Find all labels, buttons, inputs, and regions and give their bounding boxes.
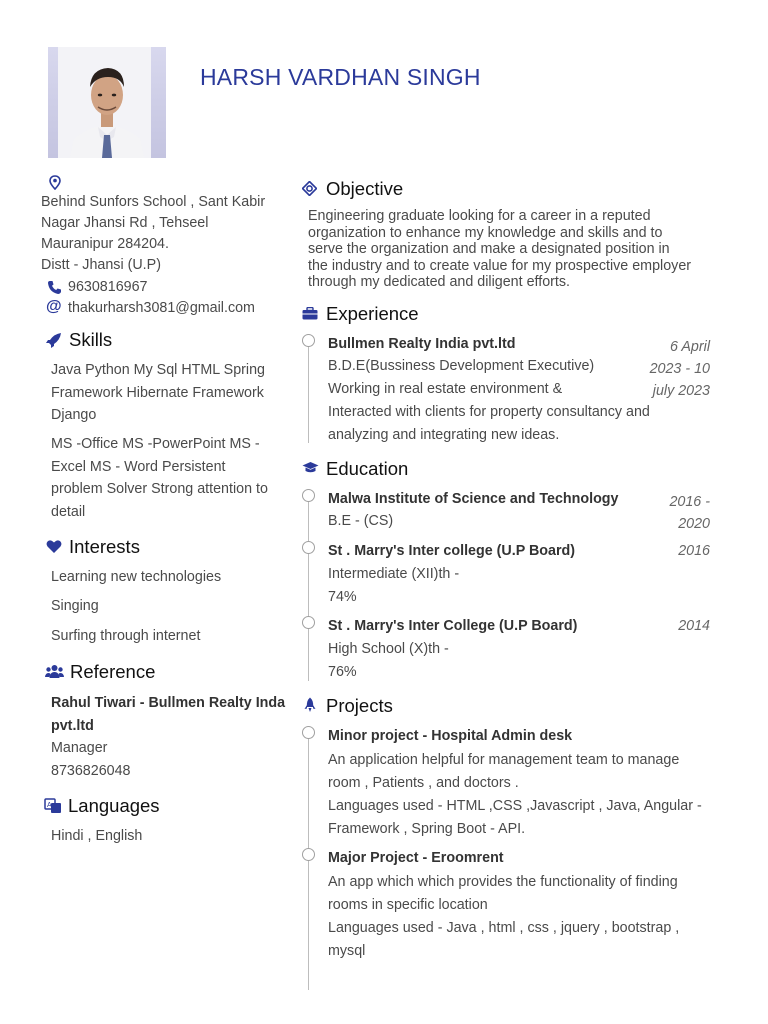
education-school: Malwa Institute of Science and Technology xyxy=(328,491,619,507)
interest-item: Learning new technologies xyxy=(51,569,222,585)
education-date xyxy=(610,491,710,535)
candidate-name: HARSH VARDHAN SINGH xyxy=(200,64,481,90)
skills-line: MS -Office MS -PowerPoint MS - xyxy=(51,436,260,452)
svg-text:A: A xyxy=(47,802,52,809)
education-detail: High School (X)th - xyxy=(328,641,449,657)
experience-date-line: july 2023 xyxy=(652,383,710,399)
education-date-line: 2020 xyxy=(678,516,710,532)
languages-list: Hindi , English xyxy=(51,828,143,844)
experience-company: Bullmen Realty India pvt.ltd xyxy=(328,336,516,352)
experience-heading: Experience xyxy=(326,303,419,324)
project-line: room , Patients , and doctors . xyxy=(328,775,519,791)
phone-number: 9630816967 xyxy=(68,279,148,295)
education-detail: B.E - (CS) xyxy=(328,513,394,529)
graduation-cap-icon xyxy=(302,461,319,474)
location-pin-icon xyxy=(49,175,61,190)
education-score: 76% xyxy=(328,664,357,680)
timeline-dot xyxy=(302,848,315,861)
email-icon: @ xyxy=(46,298,62,315)
skills-line: detail xyxy=(51,503,86,520)
reference-role: Manager xyxy=(51,740,108,756)
project-description xyxy=(328,749,728,841)
objective-line: Engineering graduate looking for a career in a reputed xyxy=(308,208,651,224)
skills-line: Django xyxy=(51,407,97,423)
education-timeline xyxy=(308,495,309,681)
objective-heading: Objective xyxy=(326,178,404,199)
objective-text xyxy=(308,208,718,291)
crosshair-icon xyxy=(302,181,317,196)
project-line: rooms in specific location xyxy=(328,897,488,913)
profile-photo xyxy=(48,47,166,158)
heart-icon xyxy=(46,539,62,554)
email-address: thakurharsh3081@gmail.com xyxy=(68,300,255,316)
skills-heading: Skills xyxy=(69,329,113,350)
address-line: Nagar Jhansi Rd , Tehseel xyxy=(41,215,209,231)
education-date-line: 2016 - xyxy=(669,494,710,510)
objective-line: through my dedicated and diligent efforts. xyxy=(308,274,571,290)
objective-line: serve the organization and make a designated position in xyxy=(308,241,670,257)
skills-line: Excel MS - Word Persistent xyxy=(51,458,226,475)
timeline-dot xyxy=(302,541,315,554)
objective-line: organization to enhance my knowledge and skills and to xyxy=(308,224,663,241)
experience-timeline xyxy=(308,340,309,443)
project-line: An app which which provides the functionality of finding xyxy=(328,874,678,890)
project-description xyxy=(328,871,728,963)
reference-name-line: pvt.ltd xyxy=(51,718,94,734)
skills-soft xyxy=(51,433,291,523)
education-date: 2016 xyxy=(678,543,710,559)
education-date: 2014 xyxy=(678,618,710,634)
address-line: Mauranipur 284204. xyxy=(41,236,169,252)
education-detail: Intermediate (XII)th - xyxy=(328,566,460,582)
experience-line: analyzing and integrating new ideas. xyxy=(328,427,560,443)
address-line: Distt - Jhansi (U.P) xyxy=(41,257,161,273)
project-line: Languages used - Java , html , css , jquery , bootstrap , xyxy=(328,920,680,936)
education-score: 74% xyxy=(328,589,357,605)
project-line: mysql xyxy=(328,943,366,959)
interest-item: Singing xyxy=(51,598,99,614)
rocket-launch-icon xyxy=(303,697,317,713)
timeline-dot xyxy=(302,616,315,629)
address xyxy=(41,192,281,276)
timeline-dot xyxy=(302,489,315,502)
project-line: An application helpful for management team to manage xyxy=(328,752,680,768)
skills-line: Framework Hibernate Framework xyxy=(51,384,264,401)
experience-date-line: 6 April xyxy=(670,339,710,355)
education-heading: Education xyxy=(326,458,409,479)
phone-icon xyxy=(47,280,62,295)
rocket-icon xyxy=(45,332,62,349)
address-line: Behind Sunfors School , Sant Kabir xyxy=(41,194,266,210)
skills-line: Java Python My Sql HTML Spring xyxy=(51,362,266,378)
timeline-dot xyxy=(302,334,315,347)
project-title: Major Project - Eroomrent xyxy=(328,850,504,866)
experience-date-line: 2023 - 10 xyxy=(649,361,710,377)
projects-heading: Projects xyxy=(326,695,393,716)
reference-name-line: Rahul Tiwari - Bullmen Realty Inda xyxy=(51,695,286,711)
project-line: Languages used - HTML ,CSS ,Javascript , Java, Angular - xyxy=(328,798,702,814)
translate-icon xyxy=(44,798,62,814)
education-school: St . Marry's Inter college (U.P Board) xyxy=(328,543,576,559)
interests-heading: Interests xyxy=(69,536,140,557)
experience-role: B.D.E(Bussiness Development Executive) xyxy=(328,358,595,374)
interest-item: Surfing through internet xyxy=(51,628,201,644)
project-title: Minor project - Hospital Admin desk xyxy=(328,728,573,744)
briefcase-icon xyxy=(302,307,318,320)
reference-heading: Reference xyxy=(70,661,156,682)
languages-heading: Languages xyxy=(68,795,160,816)
skills-technical xyxy=(51,359,291,427)
education-school: St . Marry's Inter College (U.P Board) xyxy=(328,618,578,634)
experience-line: Interacted with clients for property consultancy and xyxy=(328,404,650,420)
users-icon xyxy=(45,664,64,679)
reference-phone: 8736826048 xyxy=(51,763,131,779)
timeline-dot xyxy=(302,726,315,739)
experience-line: Working in real estate environment & xyxy=(328,381,563,397)
projects-timeline xyxy=(308,736,309,990)
objective-line: the industry and to create value for my prospective employer xyxy=(308,257,692,274)
project-line: Framework , Spring Boot - API. xyxy=(328,821,526,837)
experience-date xyxy=(610,336,710,402)
skills-line: problem Solver Strong attention to xyxy=(51,481,268,497)
reference-name xyxy=(51,692,291,738)
